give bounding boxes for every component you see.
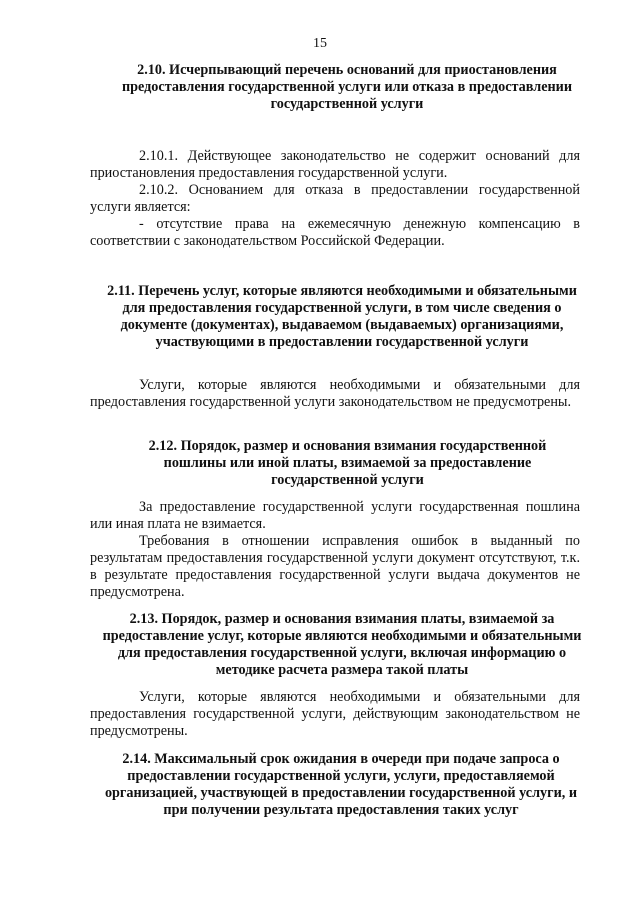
section-2-12-paragraph-2 bbox=[90, 533, 580, 601]
section-2-10-paragraph-2 bbox=[90, 182, 580, 216]
paragraph-text: - отсутствие права на ежемесячную денежную компенсацию в соответствии с законодательством Российской Федерации. bbox=[90, 216, 580, 249]
paragraph-text: Услуги, которые являются необходимыми и обязательными для предоставления государственной услуги, действующим законодательством не предусмотрены. bbox=[90, 689, 580, 739]
section-2-11-paragraph-1 bbox=[90, 377, 580, 411]
section-2-13-heading: 2.13. Порядок, размер и основания взимания платы, взимаемой за предоставление услуг, которые являются необходимыми и обязательными для предоставления государственной услуги, включая информацию о методике расчета размера такой платы bbox=[102, 611, 582, 678]
section-2-12-heading: 2.12. Порядок, размер и основания взимания государственной пошлины или иной платы, взимаемой за предоставление государственной услуги bbox=[148, 438, 547, 488]
section-2-12-paragraph-1 bbox=[90, 499, 580, 533]
paragraph-text: 2.10.1. Действующее законодательство не содержит оснований для приостановления предоставления государственной услуги. bbox=[90, 148, 580, 181]
section-2-13-paragraph-1 bbox=[90, 689, 580, 740]
section-2-10-paragraph-3 bbox=[90, 216, 580, 250]
paragraph-text: Требования в отношении исправления ошибок в выданный по результатам предоставления государственной услуги документ отсутствуют, т.к. в результате предоставления государственной услуги выдача документов не предусмотрена. bbox=[90, 533, 580, 600]
paragraph-text: За предоставление государственной услуги государственная пошлина или иная плата не взимается. bbox=[90, 499, 580, 532]
page-number: 15 bbox=[313, 36, 327, 51]
paragraph-text: Услуги, которые являются необходимыми и обязательными для предоставления государственной услуги законодательством не предусмотрены. bbox=[90, 377, 580, 410]
section-2-10-paragraph-1 bbox=[90, 148, 580, 182]
section-2-14-heading: 2.14. Максимальный срок ожидания в очереди при подаче запроса о предоставлении государственной услуги, услуги, предоставляемой организацией, участвующей в предоставлении государственной услуги, и при получении результата предоставления таких услуг bbox=[104, 751, 578, 818]
section-2-10-heading: 2.10. Исчерпывающий перечень оснований для приостановления предоставления государственной услуги или отказа в предоставлении государственной услуги bbox=[121, 62, 573, 112]
paragraph-text: 2.10.2. Основанием для отказа в предоставлении государственной услуги является: bbox=[90, 182, 580, 215]
section-2-11-heading: 2.11. Перечень услуг, которые являются необходимыми и обязательными для предоставления государственной услуги, в том числе сведения о документе (документах), выдаваемом (выдаваемых) организациями, участвующими в предоставлении государственной услуги bbox=[107, 283, 577, 350]
